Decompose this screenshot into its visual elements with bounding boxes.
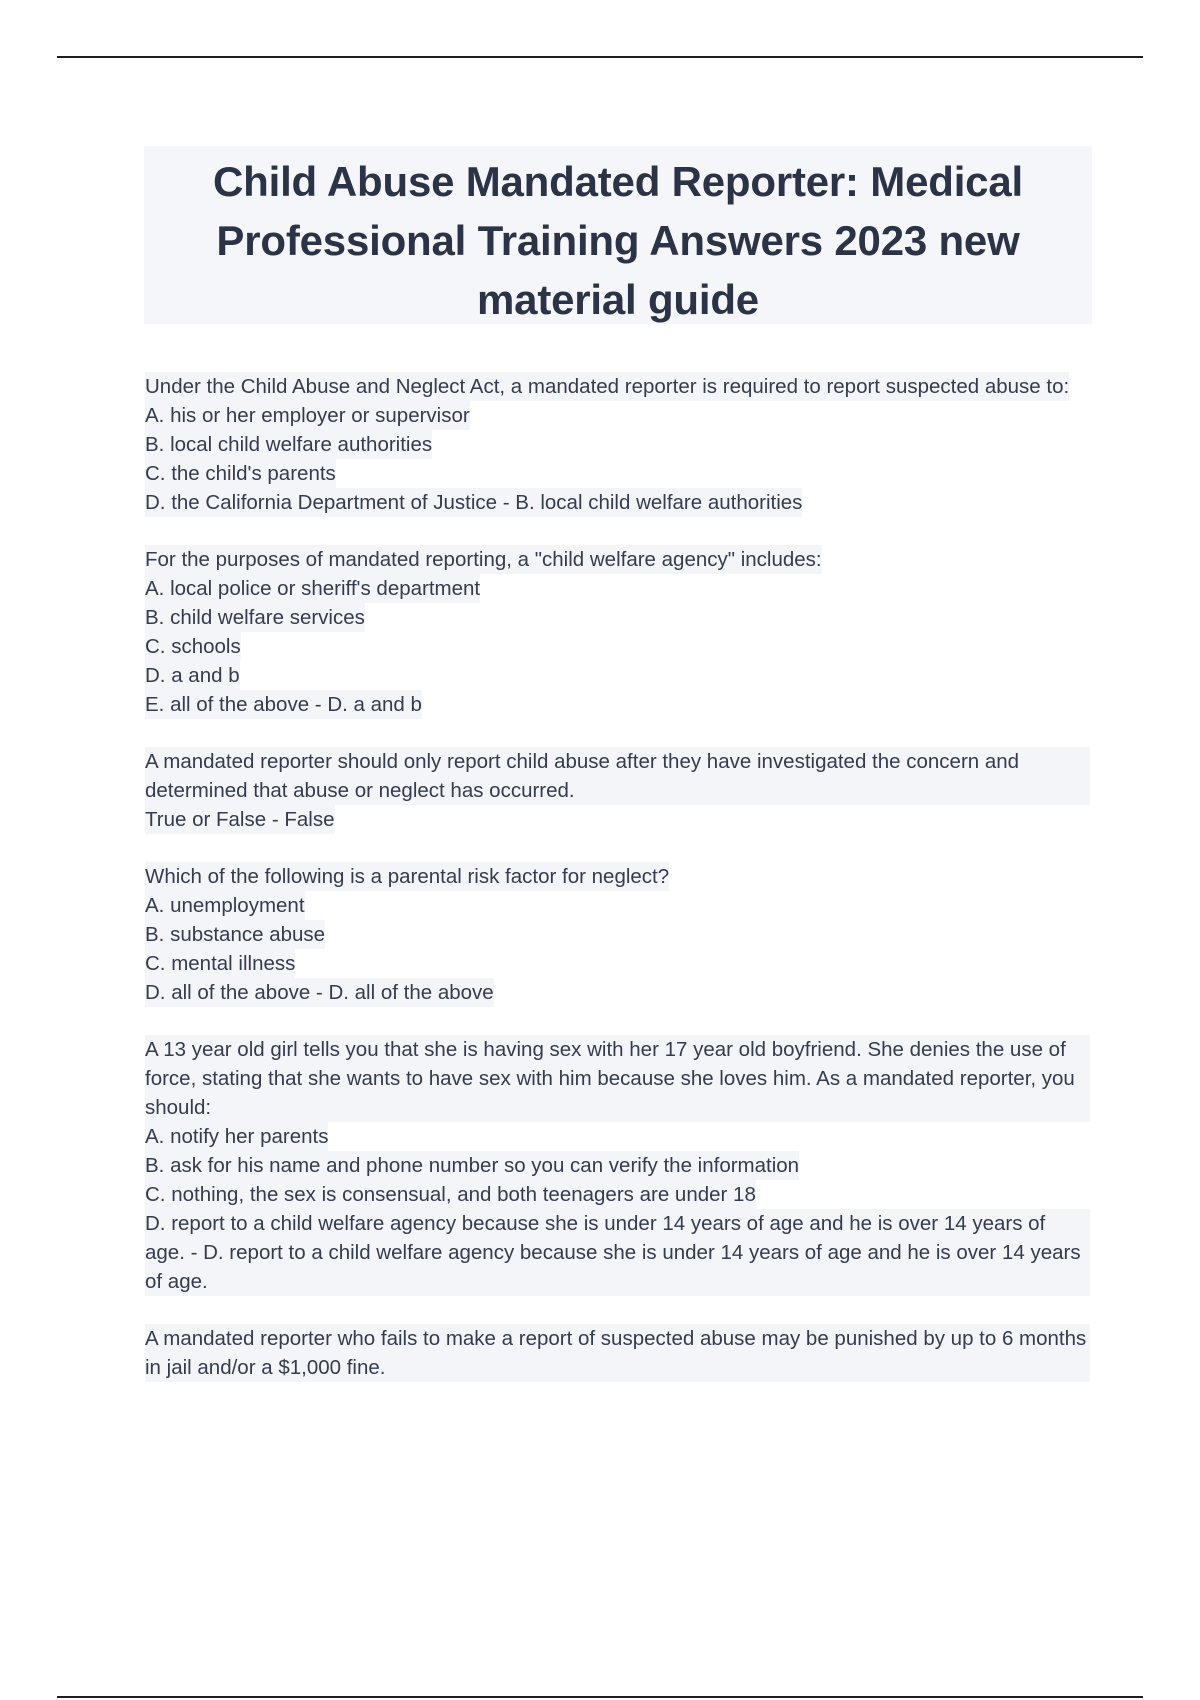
document-title: Child Abuse Mandated Reporter: Medical Professional Training Answers 2023 new material guide bbox=[213, 158, 1023, 323]
answer-option: D. the California Department of Justice - B. local child welfare authorities bbox=[145, 488, 802, 517]
statement-text: A mandated reporter who fails to make a report of suspected abuse may be punished by up to 6 months in jail and/or a $1,000 fine. bbox=[145, 1324, 1090, 1382]
question-text: Which of the following is a parental risk factor for neglect? bbox=[145, 862, 669, 891]
answer-option: B. child welfare services bbox=[145, 603, 365, 632]
top-rule bbox=[57, 56, 1143, 58]
qa-block bbox=[145, 545, 1090, 719]
answer-option: B. substance abuse bbox=[145, 920, 325, 949]
answer-option: D. all of the above - D. all of the above bbox=[145, 978, 494, 1007]
answer-option: B. ask for his name and phone number so you can verify the information bbox=[145, 1151, 799, 1180]
question-text: Under the Child Abuse and Neglect Act, a mandated reporter is required to report suspected abuse to: bbox=[145, 372, 1069, 401]
qa-block bbox=[145, 1035, 1090, 1296]
answer-option: A. unemployment bbox=[145, 891, 305, 920]
question-text: A mandated reporter should only report child abuse after they have investigated the concern and determined that abuse or neglect has occurred. bbox=[145, 747, 1090, 805]
question-text: For the purposes of mandated reporting, a "child welfare agency" includes: bbox=[145, 545, 822, 574]
answer-option: C. mental illness bbox=[145, 949, 295, 978]
document-body bbox=[145, 372, 1090, 1410]
qa-block bbox=[145, 1324, 1090, 1382]
answer-option: D. a and b bbox=[145, 661, 240, 690]
answer-option: B. local child welfare authorities bbox=[145, 430, 432, 459]
answer-option: C. the child's parents bbox=[145, 459, 336, 488]
answer-option: A. notify her parents bbox=[145, 1122, 328, 1151]
qa-block bbox=[145, 862, 1090, 1007]
answer-option: A. local police or sheriff's department bbox=[145, 574, 480, 603]
qa-block bbox=[145, 372, 1090, 517]
qa-block bbox=[145, 747, 1090, 834]
title-block bbox=[144, 146, 1092, 324]
answer-option: E. all of the above - D. a and b bbox=[145, 690, 422, 719]
answer-option: True or False - False bbox=[145, 805, 335, 834]
answer-option: C. nothing, the sex is consensual, and both teenagers are under 18 bbox=[145, 1180, 756, 1209]
bottom-rule bbox=[57, 1696, 1143, 1698]
answer-option: C. schools bbox=[145, 632, 241, 661]
question-text: A 13 year old girl tells you that she is having sex with her 17 year old boyfriend. She denies the use of force, stating that she wants to have sex with him because she loves him. As a mandated reporter, you should: bbox=[145, 1035, 1090, 1122]
answer-option: A. his or her employer or supervisor bbox=[145, 401, 470, 430]
answer-option: D. report to a child welfare agency because she is under 14 years of age and he is over 14 years of age. - D. report to a child welfare agency because she is under 14 years of age and he is over 14 years of age. bbox=[145, 1209, 1090, 1296]
